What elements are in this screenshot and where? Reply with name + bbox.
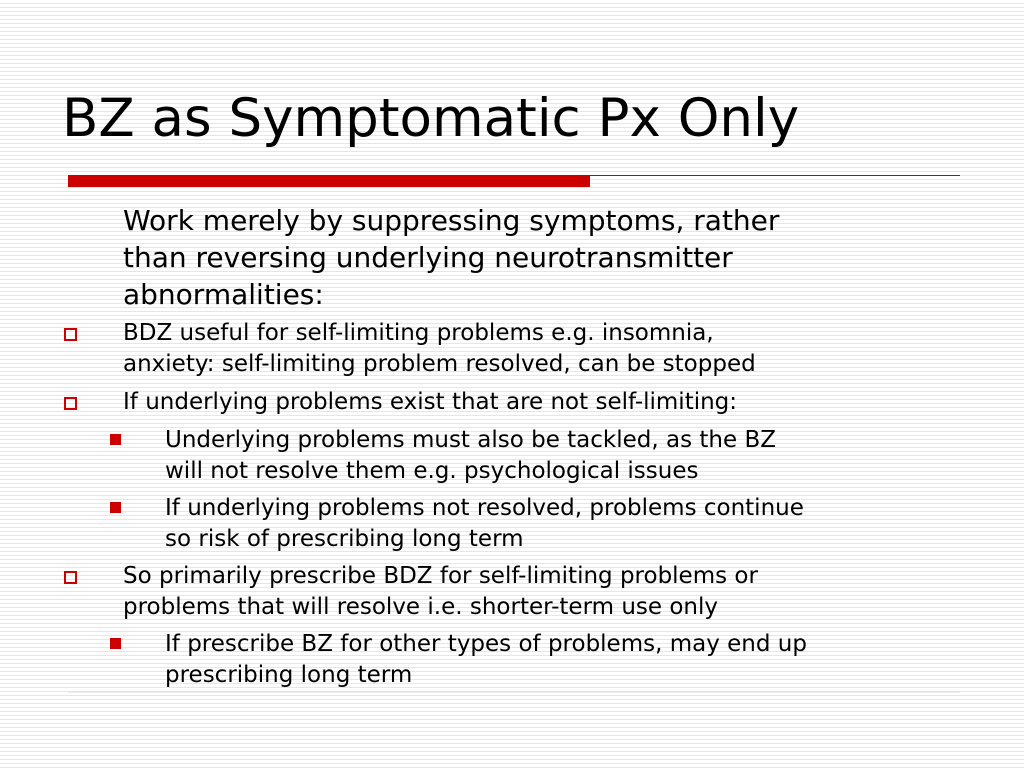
bullet-line: If underlying problems not resolved, problems continue xyxy=(165,495,804,521)
bullet-line: If prescribe BZ for other types of problems, may end up xyxy=(165,631,807,657)
bullet-line: will not resolve them e.g. psychological issues xyxy=(165,457,699,484)
bullet-line: prescribing long term xyxy=(165,661,413,688)
filled-square-icon xyxy=(110,502,121,513)
hollow-square-icon xyxy=(64,328,77,341)
filled-square-icon xyxy=(110,434,121,445)
bullet-line: So primarily prescribe BDZ for self-limiting problems or xyxy=(123,563,758,589)
slide-title: BZ as Symptomatic Px Only xyxy=(62,88,800,149)
intro-line: abnormalities: xyxy=(123,278,324,311)
bullet-line: BDZ useful for self-limiting problems e.g. insomnia, xyxy=(123,320,714,346)
footer-divider xyxy=(68,692,960,693)
bullet-line: Underlying problems must also be tackled, as the BZ xyxy=(165,427,776,453)
intro-line: Work merely by suppressing symptoms, rather xyxy=(123,204,780,237)
hollow-square-icon xyxy=(64,571,77,584)
bullet-line: problems that will resolve i.e. shorter-term use only xyxy=(123,593,719,620)
filled-square-icon xyxy=(110,638,121,649)
intro-line: than reversing underlying neurotransmitter xyxy=(123,241,733,274)
bullet-line: so risk of prescribing long term xyxy=(165,525,524,552)
hollow-square-icon xyxy=(64,397,77,410)
bullet-line: anxiety: self-limiting problem resolved, can be stopped xyxy=(123,350,756,377)
bullet-line: If underlying problems exist that are not self-limiting: xyxy=(123,389,738,415)
